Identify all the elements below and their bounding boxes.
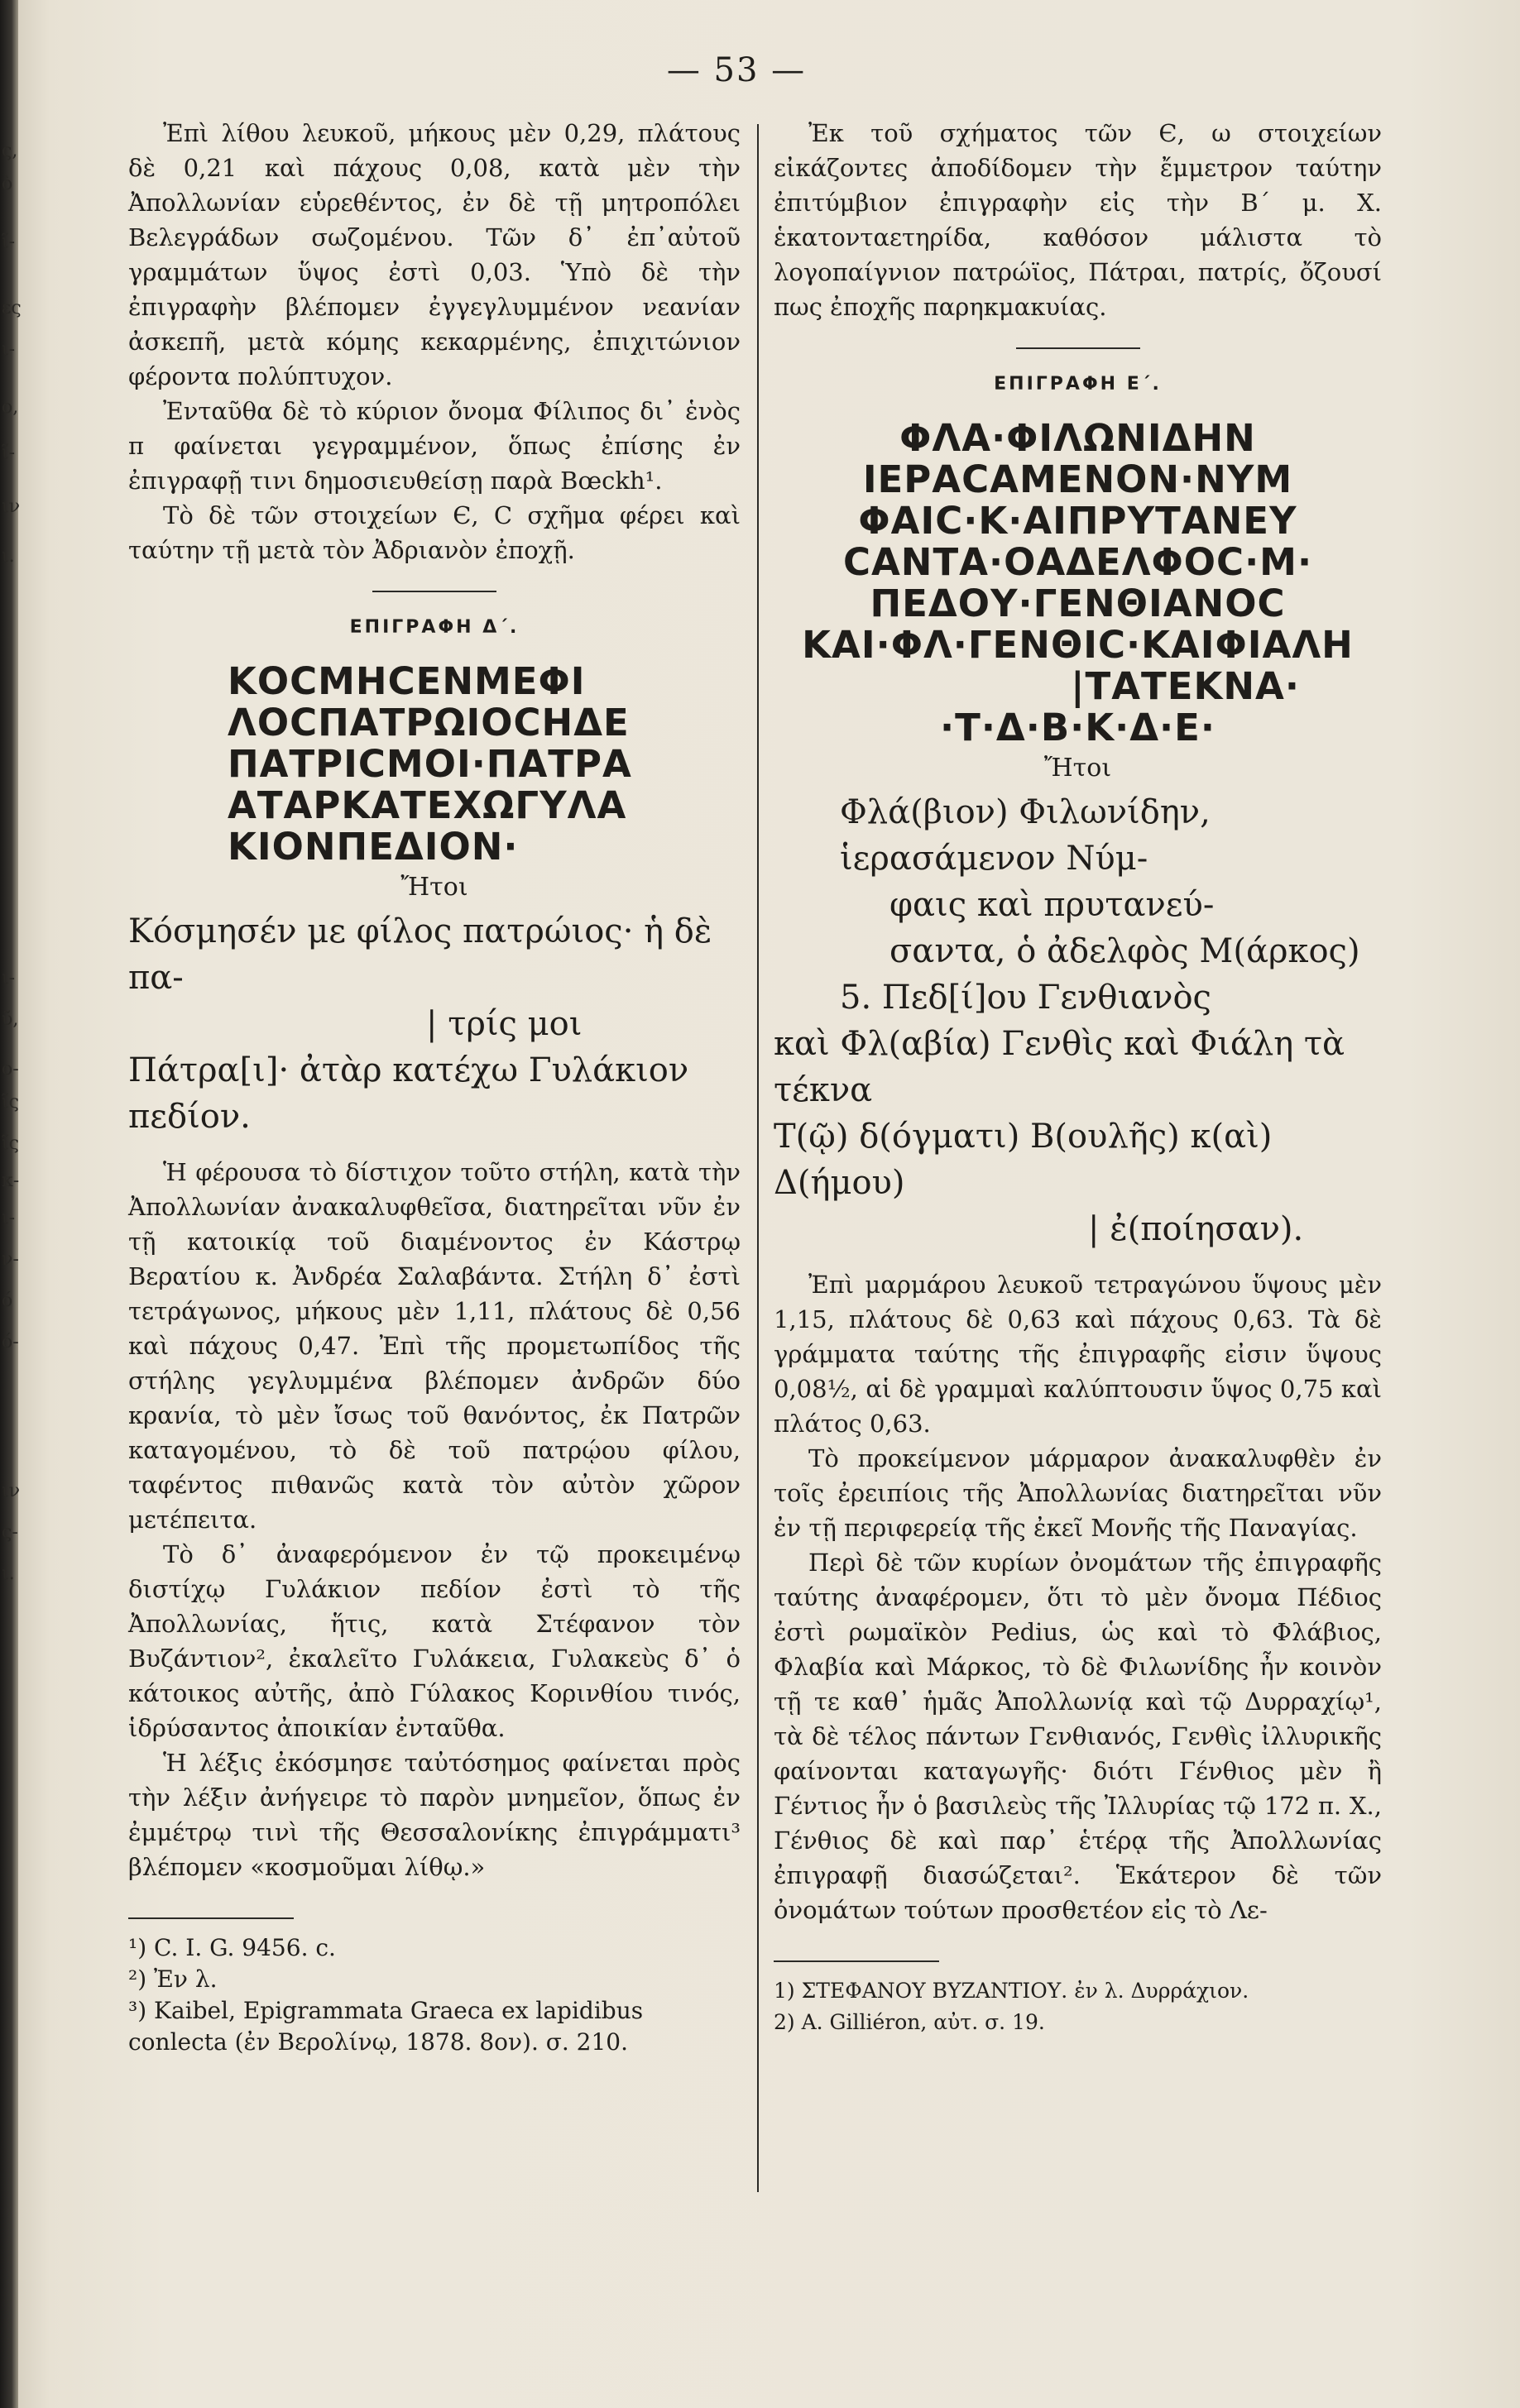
paragraph: Τὸ δὲ τῶν στοιχείων Є, C σχῆμα φέρει καὶ ταύτην τῇ μετὰ τὸν Ἀδριανὸν ἐποχῇ. xyxy=(128,501,741,564)
htoi-label: Ἤτοι xyxy=(400,873,468,902)
section-rule xyxy=(372,591,496,592)
previous-page-margin xyxy=(2,124,26,1613)
transliteration-line: | ἐ(ποίησαν). xyxy=(1088,1210,1304,1248)
left-column xyxy=(128,116,741,2058)
inscription-line: ·Τ·Δ·Β·Κ·Δ·Ε· xyxy=(940,706,1216,749)
inscription-line: ΚΟCΜΗCΕΝΜΕΦΙ xyxy=(228,659,586,703)
margin-fragment: ιν xyxy=(2,1481,20,1501)
inscription-text xyxy=(228,661,741,868)
margin-fragment: ῖ- xyxy=(2,232,16,252)
paragraph: Τὸ προκείμενον μάρμαρον ἀνακαλυφθὲν ἐν τοῖς ἐρειπίοις τῆς Ἀπολλωνίας διατηρεῖται νῦν ἐν τῇ περιφερείᾳ τῆς ἐκεῖ Μονῆς τῆς Παναγίας. xyxy=(774,1444,1382,1542)
transliteration-line: Πάτρα[ι]· ἀτὰρ κατέχω Γυλάκιον πεδίον. xyxy=(128,1051,689,1136)
footnote: 2) A. Gilliéron, αὐτ. σ. 19. xyxy=(774,2010,1045,2034)
transliteration-line: 5. Πεδ[ί]ου Γενθιανὸς xyxy=(840,979,1211,1017)
inscription-line: |ΤΑΤΕΚΝΑ· xyxy=(1071,664,1300,708)
margin-fragment: ι- xyxy=(2,339,16,360)
transliteration-line: φαις καὶ πρυτανεύ- xyxy=(889,886,1215,924)
margin-fragment: ς, xyxy=(2,141,18,161)
margin-fragment: ι- xyxy=(2,1208,16,1228)
margin-fragment: ο, xyxy=(2,397,19,418)
paragraph: Ἐκ τοῦ σχήματος τῶν Є, ω στοιχείων εἰκάζοντες ἀποδίδομεν τὴν ἔμμετρον ταύτην ἐπιτύμβιον ἐπιγραφὴν εἰς τὴν Β΄ μ. Χ. ἑκατονταετηρίδα, καθόσον μάλιστα τὸ λογοπαίγνιον πατρώϊος, Πάτραι, πατρίς, ὄζουσί πως ἐποχῆς παρηκμακυίας. xyxy=(774,119,1382,321)
margin-fragment: ό- xyxy=(2,1332,19,1352)
inscription-line: ΚΙΟΝΠΕΔΙΟΝ· xyxy=(228,825,519,869)
margin-fragment: ό xyxy=(2,1290,13,1311)
right-column xyxy=(774,116,1382,2038)
margin-fragment: ς- xyxy=(2,1522,18,1543)
footnote: ³) Kaibel, Epigrammata Graeca ex lapidibus conlecta (ἐν Βερολίνῳ, 1878. 8ον). σ. 210. xyxy=(128,1997,644,2056)
footnote: 1) ΣΤΕΦΑΝΟΥ ΒΥΖΑΝΤΙΟΥ. ἐν λ. Δυρράχιον. xyxy=(774,1979,1249,2003)
inscription-heading: ΕΠΙΓΡΑΦΗ Δ΄. xyxy=(349,617,520,638)
margin-fragment: κ- xyxy=(2,1170,20,1191)
paragraph: Ἐνταῦθα δὲ τὸ κύριον ὄνομα Φίλιπος δι᾽ ἑνὸς π φαίνεται γεγραμμένον, ὅπως ἐπίσης ἐν ἐπιγραφῇ τινι δημοσιευθείσῃ παρὰ Bœckh¹. xyxy=(128,397,741,495)
footnote-rule xyxy=(128,1917,294,1919)
footnote-rule xyxy=(774,1960,939,1962)
margin-fragment: ν- xyxy=(2,1249,19,1270)
paragraph: Ἡ λέξις ἐκόσμησε ταὐτόσημος φαίνεται πρὸς τὴν λέξιν ἀνήγειρε τὸ παρὸν μνημεῖον, ὅπως ἐν ἐμμέτρῳ τινὶ τῆς Θεσσαλονίκης ἐπιγράμματι³ βλέπομεν «κοσμοῦμαι λίθῳ.» xyxy=(128,1749,741,1881)
transliteration-line: Φλά(βιον) Φιλωνίδην, xyxy=(840,793,1211,831)
inscription-line: ΛΟCΠΑΤΡΩΙΟCΗΔΕ xyxy=(228,701,630,744)
transliteration-line: | τρίς μοι xyxy=(426,1005,583,1043)
section-rule xyxy=(1016,347,1140,349)
transliteration-line: Κόσμησέν με φίλος πατρώιος· ἡ δὲ πα- xyxy=(128,912,712,997)
inscription-text xyxy=(774,418,1382,749)
transliteration xyxy=(128,908,741,1140)
paragraph: Περὶ δὲ τῶν κυρίων ὀνομάτων τῆς ἐπιγραφῆς ταύτης ἀναφέρομεν, ὅτι τὸ μὲν ὄνομα Πέδιος ἐστὶ ρωμαϊκὸν Pedius, ὡς καὶ τὸ Φλάβιος, Φλαβία καὶ Μάρκος, τὸ δὲ Φιλωνίδης ἦν κοινὸν τῇ τε καθ᾽ ἡμᾶς Ἀπολλωνίᾳ καὶ τῷ Δυρραχίῳ¹, τὰ δὲ τέλος πάντων Γενθιανός, Γενθὶς ἰλλυρικῆς φαίνονται καταγωγῆς· διότι Γένθιος μὲν ἢ Γέντιος ἦν ὁ βασιλεὺς τῆς Ἰλλυρίας τῷ 172 π. Χ., Γένθιος δὲ καὶ παρ᾽ ἑτέρᾳ τῆς Ἀπολλωνίας ἐπιγραφῇ διασώζεται². Ἑκάτερον δὲ τῶν ὀνομάτων τούτων προσθετέον εἰς τὸ Λε- xyxy=(774,1549,1382,1924)
transliteration-line: σαντα, ὁ ἀδελφὸς Μ(άρκος) xyxy=(889,932,1360,970)
column-divider xyxy=(757,124,759,2192)
footnote: ²) Ἐν λ. xyxy=(128,1965,218,1993)
margin-fragment: ῖς xyxy=(2,1133,19,1154)
margin-fragment: ῖς xyxy=(2,1092,19,1113)
paragraph: Ἐπὶ λίθου λευκοῦ, μήκους μὲν 0,29, πλάτους δὲ 0,21 καὶ πάχους 0,08, κατὰ μὲν τὴν Ἀπολλωνίαν εὑρεθέντος, ἐν δὲ τῇ μητροπόλει Βελεγράδων σωζομένου. Τῶν δ᾽ ἐπ᾽αὐτοῦ γραμμάτων ὕψος ἐστὶ 0,03. Ὑπὸ δὲ τὴν ἐπιγραφὴν βλέπομεν ἐγγεγλυμμένον νεανίαν ἀσκεπῆ, μετὰ κόμης κεκαρμένης, ἐπιχιτώνιον φέροντα πολύπτυχον. xyxy=(128,119,741,390)
transliteration-line: Τ(ῷ) δ(όγματι) Β(ουλῆς) κ(αὶ) Δ(ήμου) xyxy=(774,1118,1273,1202)
margin-fragment: ες xyxy=(2,298,22,318)
margin-fragment: ο- xyxy=(2,1059,19,1080)
inscription-line: CΑΝΤΑ·ΟΑΔΕΛΦΟC·Μ· xyxy=(842,540,1313,584)
paragraph: Τὸ δ᾽ ἀναφερόμενον ἐν τῷ προκειμένῳ διστίχῳ Γυλάκιον πεδίον ἐστὶ τὸ τῆς Ἀπολλωνίας, ἥτις, κατὰ Στέφανον τὸν Βυζάντιον², ἐκαλεῖτο Γυλάκεια, Γυλακεὺς δ᾽ ὁ κάτοικος αὐτῆς, ἀπὸ Γύλακος Κορινθίου τινός, ἱδρύσαντος ἀποικίαν ἐνταῦθα. xyxy=(128,1540,741,1742)
transliteration xyxy=(774,789,1382,1252)
transliteration-line: ἱερασάμενον Νύμ- xyxy=(840,840,1148,878)
margin-fragment: ι- xyxy=(2,968,16,989)
page-number: — 53 — xyxy=(666,51,807,89)
htoi-label: Ἤτοι xyxy=(1043,754,1112,783)
inscription-line: ΠΕΔΟΥ·ΓΕΝΘΙΑΝΟC xyxy=(870,582,1286,625)
inscription-line: ΑΤΑΡΚΑΤΕΧΩΓΥΛΑ xyxy=(228,783,627,827)
inscription-line: ΙΕΡΑCΑΜΕΝΟΝ·ΝΥΜ xyxy=(862,457,1293,501)
margin-fragment: ι. xyxy=(2,1563,15,1584)
inscription-line: ΠΑΤΡΙCΜΟΙ·ΠΑΤΡΑ xyxy=(228,742,632,786)
margin-fragment: ῦ, xyxy=(2,1009,19,1030)
inscription-line: ΦΑΙC·Κ·ΑΙΠΡΥΤΑΝΕΥ xyxy=(858,499,1297,543)
paragraph: Ἐπὶ μαρμάρου λευκοῦ τετραγώνου ὕψους μὲν 1,15, πλάτους δὲ 0,63 καὶ πάχους 0,63. Τὰ δὲ γράμματα ταύτης τῆς ἐπιγραφῆς εἰσιν ὕψους 0,08½, αἱ δὲ γραμμαὶ καλύπτουσιν ὕψος 0,75 καὶ πλάτος 0,63. xyxy=(774,1271,1382,1438)
margin-fragment: ιν xyxy=(2,496,20,517)
inscription-line: ΦΛΑ·ΦΙΛΩΝΙΔΗΝ xyxy=(899,416,1256,460)
inscription-line: ΚΑΙ·ΦΛ·ΓΕΝΘΙC·ΚΑΙΦΙΑΛΗ xyxy=(802,623,1354,667)
paragraph: Ἡ φέρουσα τὸ δίστιχον τοῦτο στήλη, κατὰ τὴν Ἀπολλωνίαν ἀνακαλυφθεῖσα, διατηρεῖται νῦν ἐν τῇ κατοικίᾳ τοῦ διαμένοντος ἐν Κάστρῳ Βερατίου κ. Ἀνδρέα Σαλαβάντα. Στήλη δ᾽ ἐστὶ τετράγωνος, μήκους μὲν 1,11, πλάτους δὲ 0,56 καὶ πάχους 0,47. Ἐπὶ τῆς προμετωπίδος τῆς στήλης γεγλυμμένα βλέπομεν ἀνδρῶν δύο κρανία, τὸ μὲν ἴσως τοῦ θανόντος, ἐκ Πατρῶν καταγομένου, τὸ δὲ τοῦ πατρῴου φίλου, ταφέντος πιθανῶς κατὰ τὸν αὐτὸν χῶρον μετέπειτα. xyxy=(128,1158,741,1534)
margin-fragment: ῖ- xyxy=(2,443,16,463)
inscription-heading: ΕΠΙΓΡΑΦΗ Ε΄. xyxy=(994,374,1162,395)
transliteration-line: καὶ Φλ(αβία) Γενθὶς καὶ Φιάλη τὰ τέκνα xyxy=(774,1025,1345,1109)
footnote: ¹) C. I. G. 9456. c. xyxy=(128,1934,336,1961)
margin-fragment: ὸ xyxy=(2,174,13,194)
margin-fragment: ι. xyxy=(2,546,15,567)
